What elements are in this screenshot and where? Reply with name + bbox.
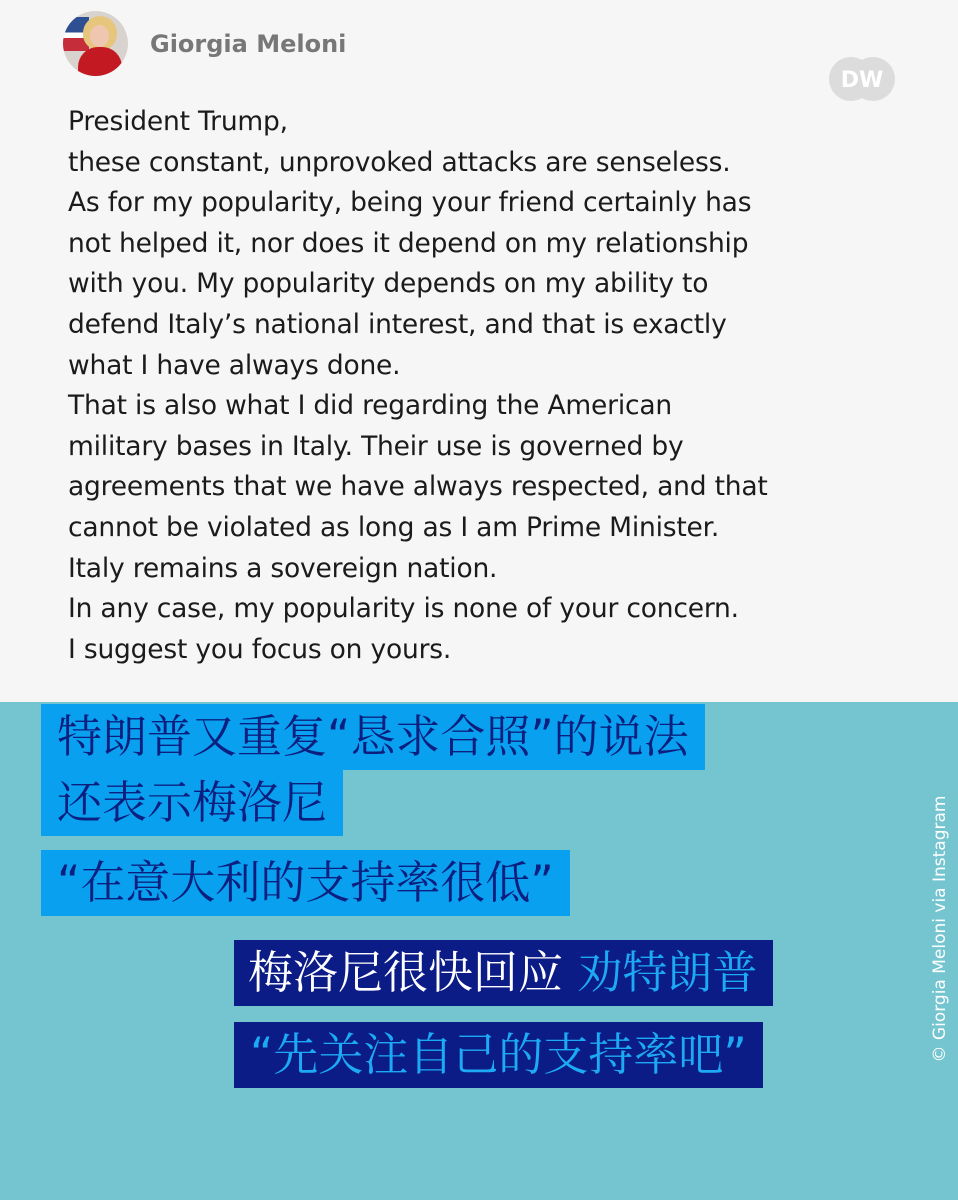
post-line: As for my popularity, being your friend certainly has [68,187,752,219]
caption-line: 特朗普又重复“恳求合照”的说法 [41,704,705,770]
post-line: agreements that we have always respected, and that [68,471,768,503]
photo-credit: © Giorgia Meloni via Instagram [930,795,950,1063]
avatar-face [90,25,109,47]
post-line: what I have always done. [68,349,401,381]
caption-response-accent: 劝特朗普 [577,946,758,999]
post-line: In any case, my popularity is none of your concern. [68,593,739,625]
post-line: President Trump, [68,106,288,137]
post-line: cannot be violated as long as I am Prime Minister. [68,511,720,543]
avatar-dress [78,47,122,76]
caption-line: “在意大利的支持率很低” [41,850,570,916]
caption-response-line [234,940,773,1006]
caption-response-line [234,1022,763,1088]
caption-line: 还表示梅洛尼 [41,770,343,836]
author-name: Giorgia Meloni [150,30,347,58]
dw-logo [826,54,898,104]
post-line: not helped it, nor does it depend on my relationship [68,227,749,259]
post-line: That is also what I did regarding the American [68,390,673,422]
post-line: with you. My popularity depends on my ability to [68,268,709,300]
post-line: these constant, unprovoked attacks are senseless. [68,146,731,178]
caption-response-accent: “先关注自己的支持率吧” [250,1028,747,1081]
caption-response-text: 梅洛尼很快回应 [248,946,564,999]
post-body [68,102,928,670]
post-line: Italy remains a sovereign nation. [68,552,498,584]
post-line: defend Italy’s national interest, and that is exactly [68,308,727,340]
post-line: I suggest you focus on yours. [68,633,452,665]
dw-logo-text: DW [840,68,884,93]
avatar [63,11,128,76]
post-line: military bases in Italy. Their use is governed by [68,430,684,462]
